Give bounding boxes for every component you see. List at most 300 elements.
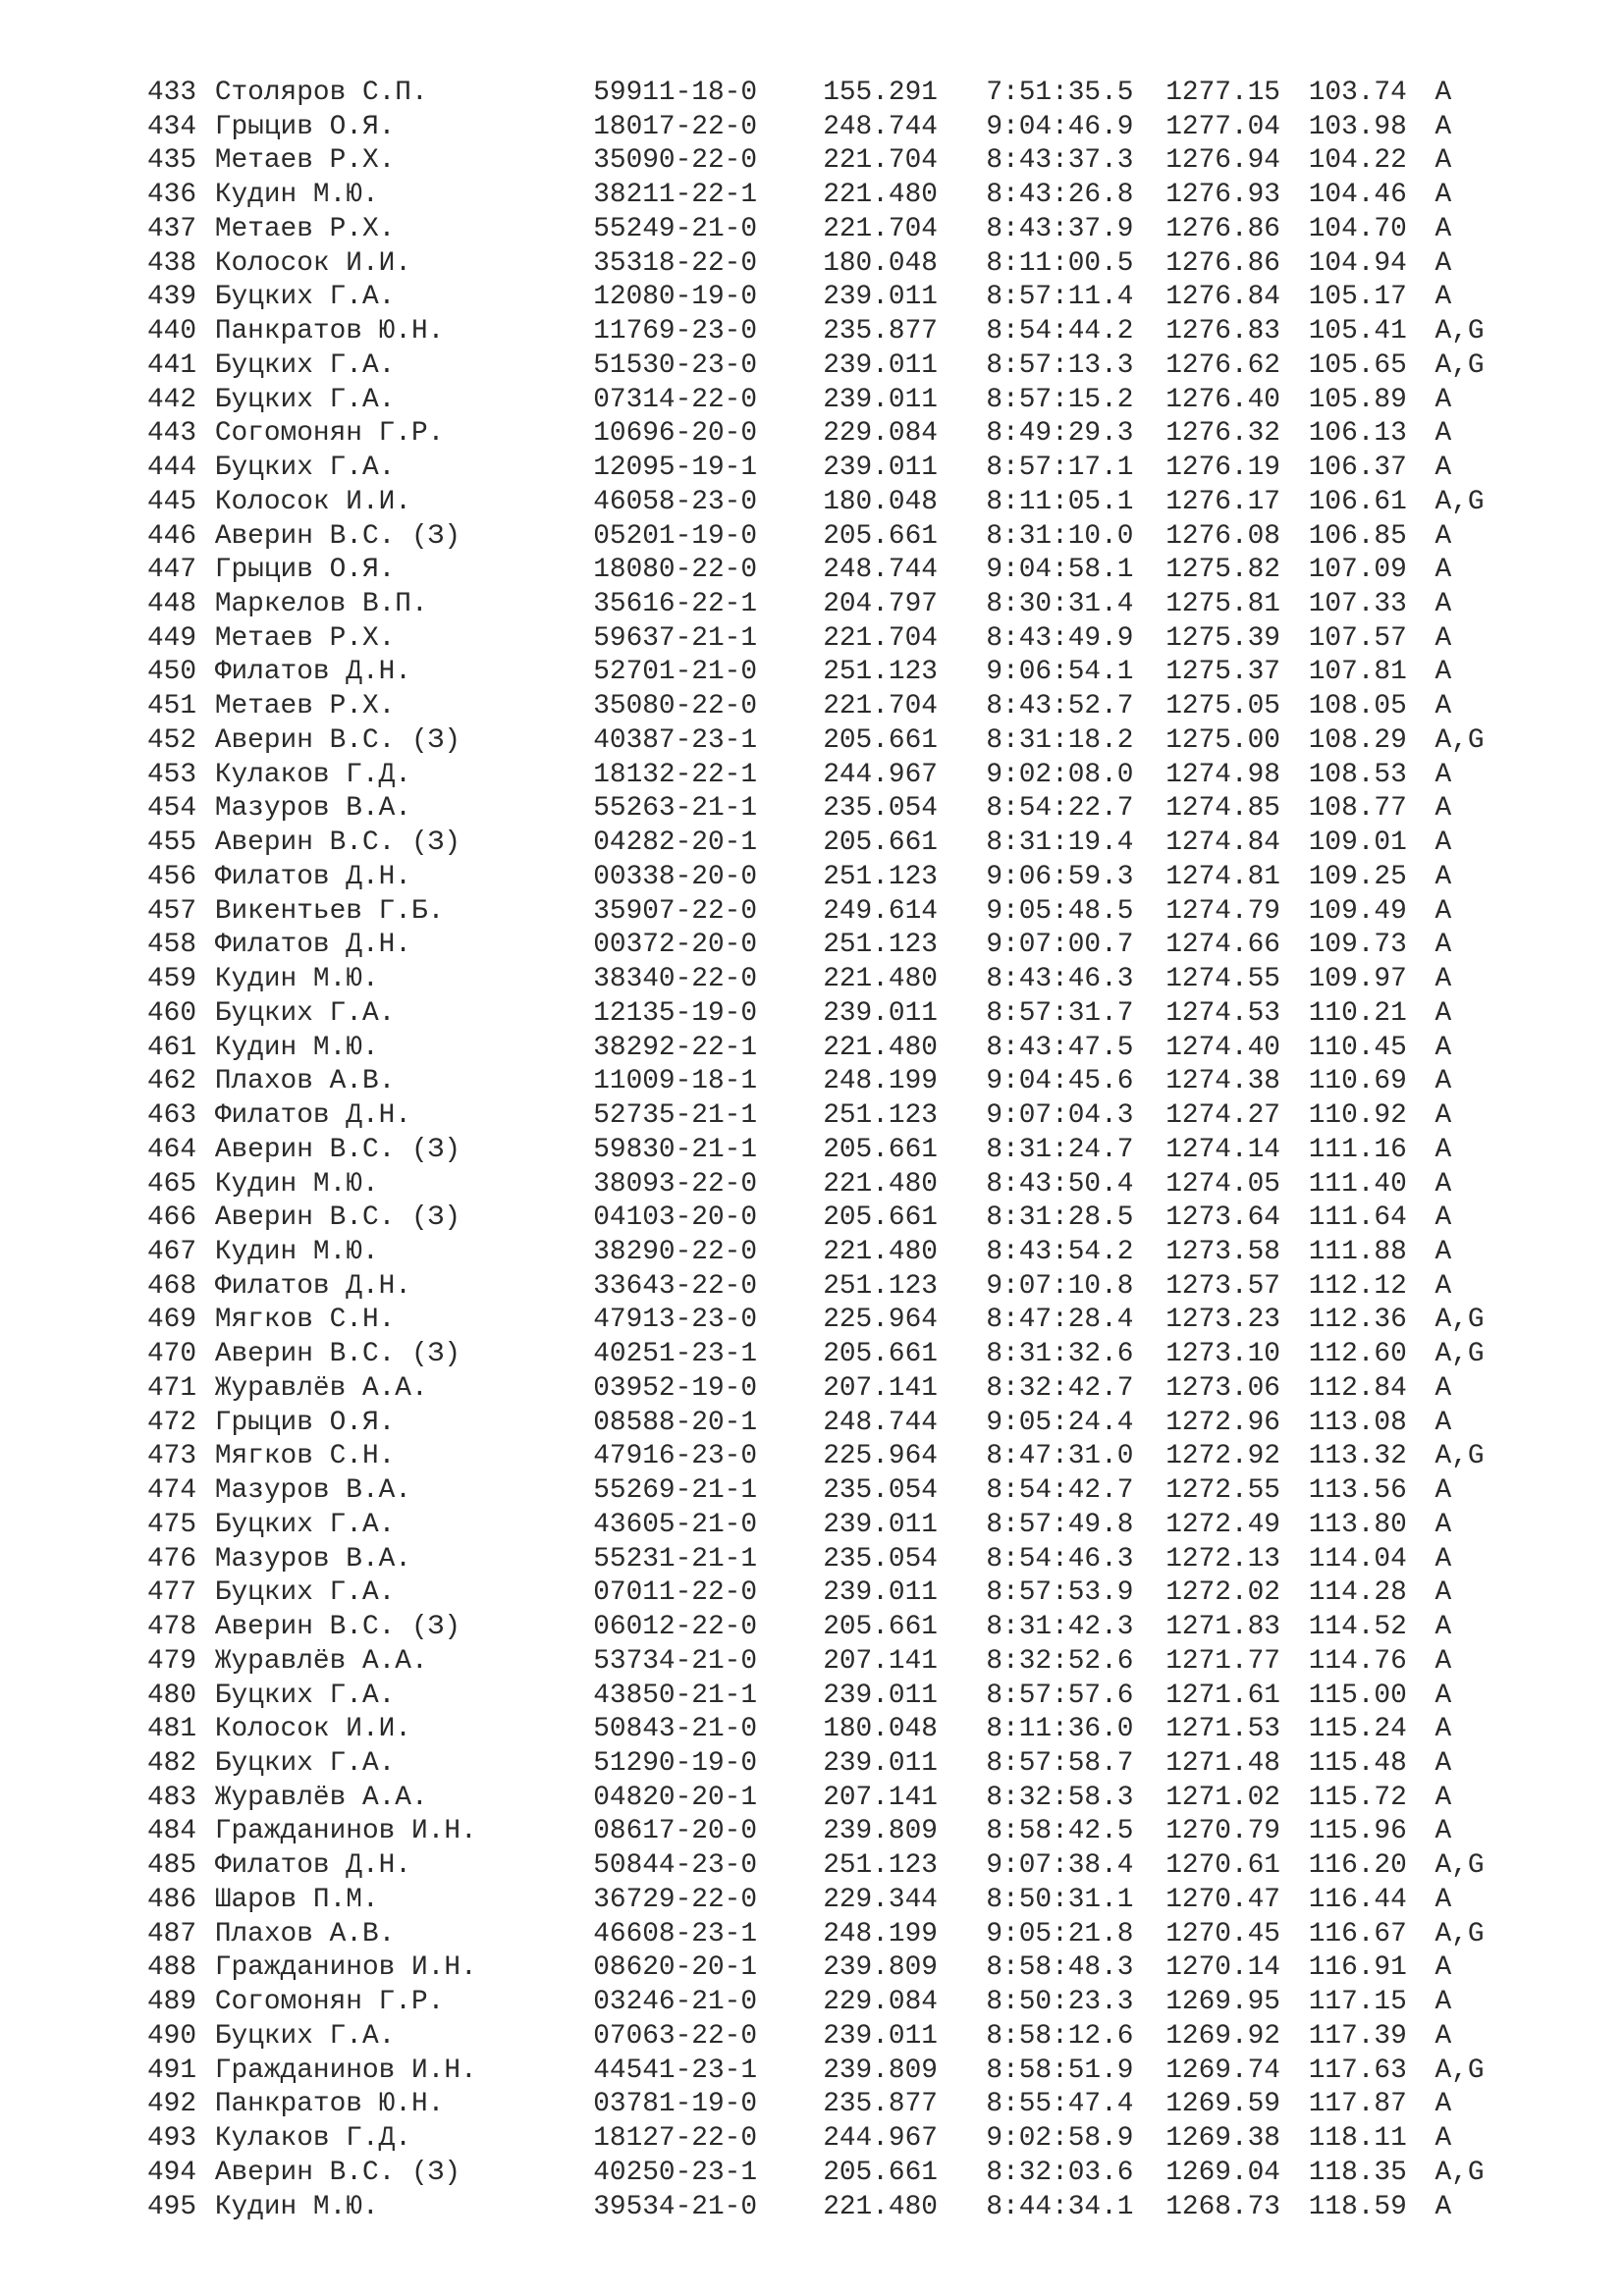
place-cell: 469 <box>147 1305 197 1336</box>
coefficient-cell: 108.29 <box>1308 724 1407 756</box>
speed-cell: 1272.49 <box>1165 1509 1280 1540</box>
distance-cell: 207.141 <box>823 1645 938 1677</box>
speed-cell: 1274.85 <box>1165 793 1280 825</box>
ring-number-cell: 51530-23-0 <box>593 349 758 381</box>
speed-cell: 1276.19 <box>1165 453 1280 484</box>
speed-cell: 1276.93 <box>1165 180 1280 211</box>
distance-cell: 239.011 <box>823 1680 938 1711</box>
coefficient-cell: 111.16 <box>1308 1134 1407 1165</box>
fancier-name-cell: Журавлёв А.А. <box>214 1372 428 1404</box>
place-cell: 461 <box>147 1032 197 1063</box>
ring-number-cell: 40251-23-1 <box>593 1339 758 1370</box>
result-row <box>147 1543 1522 1577</box>
ring-number-cell: 06012-22-0 <box>593 1612 758 1643</box>
category-flag-cell: A <box>1435 1202 1452 1234</box>
ring-number-cell: 51290-19-0 <box>593 1747 758 1779</box>
ring-number-cell: 08620-20-1 <box>593 1952 758 1984</box>
speed-cell: 1273.64 <box>1165 1202 1280 1234</box>
result-row <box>147 247 1522 282</box>
fancier-name-cell: Плахов А.В. <box>214 1918 396 1949</box>
speed-cell: 1271.61 <box>1165 1680 1280 1711</box>
coefficient-cell: 117.39 <box>1308 2020 1407 2052</box>
arrival-time-cell: 9:05:21.8 <box>986 1918 1134 1949</box>
place-cell: 434 <box>147 111 197 142</box>
fancier-name-cell: Панкратов Ю.Н. <box>214 316 445 347</box>
coefficient-cell: 116.67 <box>1308 1918 1407 1949</box>
ring-number-cell: 43850-21-1 <box>593 1680 758 1711</box>
result-row <box>147 77 1522 111</box>
coefficient-cell: 109.97 <box>1308 964 1407 995</box>
distance-cell: 239.809 <box>823 2055 938 2086</box>
category-flag-cell: A <box>1435 180 1452 211</box>
place-cell: 440 <box>147 316 197 347</box>
coefficient-cell: 113.80 <box>1308 1509 1407 1540</box>
ring-number-cell: 11769-23-0 <box>593 316 758 347</box>
speed-cell: 1269.59 <box>1165 2089 1280 2120</box>
arrival-time-cell: 8:31:28.5 <box>986 1202 1134 1234</box>
category-flag-cell: A,G <box>1435 2157 1485 2188</box>
ring-number-cell: 38093-22-0 <box>593 1168 758 1200</box>
ring-number-cell: 35907-22-0 <box>593 895 758 927</box>
distance-cell: 204.797 <box>823 589 938 620</box>
place-cell: 445 <box>147 486 197 517</box>
distance-cell: 225.964 <box>823 1305 938 1336</box>
coefficient-cell: 117.63 <box>1308 2055 1407 2086</box>
category-flag-cell: A <box>1435 1168 1452 1200</box>
result-row <box>147 1747 1522 1782</box>
speed-cell: 1276.17 <box>1165 486 1280 517</box>
ring-number-cell: 38290-22-0 <box>593 1236 758 1267</box>
arrival-time-cell: 9:02:58.9 <box>986 2123 1134 2155</box>
arrival-time-cell: 8:43:54.2 <box>986 1236 1134 1267</box>
category-flag-cell: A,G <box>1435 1850 1485 1882</box>
ring-number-cell: 36729-22-0 <box>593 1884 758 1915</box>
speed-cell: 1269.95 <box>1165 1987 1280 2018</box>
result-row <box>147 1986 1522 2020</box>
coefficient-cell: 108.77 <box>1308 793 1407 825</box>
place-cell: 466 <box>147 1202 197 1234</box>
coefficient-cell: 112.36 <box>1308 1305 1407 1336</box>
place-cell: 476 <box>147 1543 197 1575</box>
result-row <box>147 588 1522 622</box>
coefficient-cell: 103.98 <box>1308 111 1407 142</box>
speed-cell: 1268.73 <box>1165 2191 1280 2222</box>
arrival-time-cell: 8:57:57.6 <box>986 1680 1134 1711</box>
category-flag-cell: A,G <box>1435 1441 1485 1472</box>
ring-number-cell: 53734-21-0 <box>593 1645 758 1677</box>
result-row <box>147 2088 1522 2122</box>
place-cell: 486 <box>147 1884 197 1915</box>
ring-number-cell: 47913-23-0 <box>593 1305 758 1336</box>
speed-cell: 1274.53 <box>1165 997 1280 1029</box>
coefficient-cell: 110.45 <box>1308 1032 1407 1063</box>
arrival-time-cell: 8:32:52.6 <box>986 1645 1134 1677</box>
speed-cell: 1273.57 <box>1165 1270 1280 1302</box>
arrival-time-cell: 8:57:11.4 <box>986 282 1134 313</box>
coefficient-cell: 109.49 <box>1308 895 1407 927</box>
ring-number-cell: 18017-22-0 <box>593 111 758 142</box>
fancier-name-cell: Грыцив О.Я. <box>214 111 396 142</box>
category-flag-cell: A <box>1435 453 1452 484</box>
coefficient-cell: 112.60 <box>1308 1339 1407 1370</box>
speed-cell: 1270.45 <box>1165 1918 1280 1949</box>
speed-cell: 1274.14 <box>1165 1134 1280 1165</box>
place-cell: 480 <box>147 1680 197 1711</box>
arrival-time-cell: 9:06:59.3 <box>986 861 1134 892</box>
coefficient-cell: 105.65 <box>1308 349 1407 381</box>
result-row <box>147 1951 1522 1986</box>
category-flag-cell: A <box>1435 895 1452 927</box>
result-row <box>147 2020 1522 2055</box>
distance-cell: 248.199 <box>823 1918 938 1949</box>
distance-cell: 239.011 <box>823 997 938 1029</box>
place-cell: 455 <box>147 828 197 859</box>
arrival-time-cell: 8:32:03.6 <box>986 2157 1134 2188</box>
distance-cell: 229.084 <box>823 418 938 450</box>
category-flag-cell: A <box>1435 1032 1452 1063</box>
speed-cell: 1277.04 <box>1165 111 1280 142</box>
coefficient-cell: 107.09 <box>1308 555 1407 586</box>
place-cell: 443 <box>147 418 197 450</box>
arrival-time-cell: 9:07:04.3 <box>986 1100 1134 1132</box>
fancier-name-cell: Викентьев Г.Б. <box>214 895 445 927</box>
place-cell: 468 <box>147 1270 197 1302</box>
coefficient-cell: 107.81 <box>1308 657 1407 688</box>
result-row <box>147 827 1522 861</box>
distance-cell: 244.967 <box>823 759 938 790</box>
speed-cell: 1276.86 <box>1165 247 1280 279</box>
result-row <box>147 1474 1522 1509</box>
arrival-time-cell: 8:31:42.3 <box>986 1612 1134 1643</box>
arrival-time-cell: 8:57:13.3 <box>986 349 1134 381</box>
ring-number-cell: 12135-19-0 <box>593 997 758 1029</box>
distance-cell: 251.123 <box>823 1100 938 1132</box>
result-row <box>147 384 1522 418</box>
arrival-time-cell: 9:06:54.1 <box>986 657 1134 688</box>
place-cell: 491 <box>147 2055 197 2086</box>
arrival-time-cell: 7:51:35.5 <box>986 78 1134 108</box>
fancier-name-cell: Буцких Г.А. <box>214 1509 396 1540</box>
result-row <box>147 1032 1522 1066</box>
ring-number-cell: 39534-21-0 <box>593 2191 758 2222</box>
place-cell: 471 <box>147 1372 197 1404</box>
category-flag-cell: A <box>1435 2089 1452 2120</box>
result-row <box>147 1611 1522 1645</box>
ring-number-cell: 12095-19-1 <box>593 453 758 484</box>
fancier-name-cell: Шаров П.М. <box>214 1884 379 1915</box>
ring-number-cell: 43605-21-0 <box>593 1509 758 1540</box>
ring-number-cell: 04820-20-1 <box>593 1782 758 1813</box>
result-row <box>147 1099 1522 1134</box>
ring-number-cell: 40387-23-1 <box>593 724 758 756</box>
distance-cell: 235.054 <box>823 793 938 825</box>
result-row <box>147 144 1522 179</box>
distance-cell: 221.480 <box>823 1032 938 1063</box>
speed-cell: 1273.23 <box>1165 1305 1280 1336</box>
category-flag-cell: A <box>1435 1680 1452 1711</box>
speed-cell: 1273.58 <box>1165 1236 1280 1267</box>
category-flag-cell: A,G <box>1435 486 1485 517</box>
distance-cell: 221.704 <box>823 213 938 244</box>
arrival-time-cell: 8:31:10.0 <box>986 520 1134 552</box>
category-flag-cell: A <box>1435 78 1452 108</box>
ring-number-cell: 10696-20-0 <box>593 418 758 450</box>
speed-cell: 1276.08 <box>1165 520 1280 552</box>
category-flag-cell: A <box>1435 384 1452 415</box>
result-row <box>147 213 1522 247</box>
arrival-time-cell: 8:57:15.2 <box>986 384 1134 415</box>
arrival-time-cell: 8:43:46.3 <box>986 964 1134 995</box>
arrival-time-cell: 8:31:32.6 <box>986 1339 1134 1370</box>
category-flag-cell: A <box>1435 1714 1452 1745</box>
fancier-name-cell: Кулаков Г.Д. <box>214 2123 411 2155</box>
speed-cell: 1273.06 <box>1165 1372 1280 1404</box>
coefficient-cell: 115.96 <box>1308 1816 1407 1847</box>
category-flag-cell: A <box>1435 555 1452 586</box>
category-flag-cell: A <box>1435 1066 1452 1097</box>
speed-cell: 1272.02 <box>1165 1577 1280 1609</box>
ring-number-cell: 04103-20-0 <box>593 1202 758 1234</box>
ring-number-cell: 03952-19-0 <box>593 1372 758 1404</box>
coefficient-cell: 118.35 <box>1308 2157 1407 2188</box>
coefficient-cell: 108.53 <box>1308 759 1407 790</box>
speed-cell: 1273.10 <box>1165 1339 1280 1370</box>
place-cell: 464 <box>147 1134 197 1165</box>
coefficient-cell: 105.89 <box>1308 384 1407 415</box>
distance-cell: 239.011 <box>823 2020 938 2052</box>
category-flag-cell: A <box>1435 247 1452 279</box>
distance-cell: 235.054 <box>823 1543 938 1575</box>
fancier-name-cell: Филатов Д.Н. <box>214 657 411 688</box>
result-row <box>147 417 1522 452</box>
result-row <box>147 554 1522 588</box>
place-cell: 448 <box>147 589 197 620</box>
arrival-time-cell: 8:58:48.3 <box>986 1952 1134 1984</box>
distance-cell: 155.291 <box>823 78 938 108</box>
category-flag-cell: A,G <box>1435 2055 1485 2086</box>
speed-cell: 1275.00 <box>1165 724 1280 756</box>
fancier-name-cell: Гражданинов И.Н. <box>214 1952 477 1984</box>
arrival-time-cell: 9:07:00.7 <box>986 930 1134 961</box>
speed-cell: 1269.04 <box>1165 2157 1280 2188</box>
distance-cell: 205.661 <box>823 1612 938 1643</box>
result-row <box>147 1236 1522 1270</box>
result-row <box>147 179 1522 213</box>
speed-cell: 1272.92 <box>1165 1441 1280 1472</box>
arrival-time-cell: 8:43:37.9 <box>986 213 1134 244</box>
result-row <box>147 997 1522 1032</box>
arrival-time-cell: 8:47:31.0 <box>986 1441 1134 1472</box>
coefficient-cell: 111.64 <box>1308 1202 1407 1234</box>
ring-number-cell: 38340-22-0 <box>593 964 758 995</box>
ring-number-cell: 05201-19-0 <box>593 520 758 552</box>
distance-cell: 235.054 <box>823 1475 938 1507</box>
distance-cell: 248.744 <box>823 1407 938 1438</box>
speed-cell: 1276.83 <box>1165 316 1280 347</box>
speed-cell: 1270.79 <box>1165 1816 1280 1847</box>
speed-cell: 1275.39 <box>1165 622 1280 654</box>
coefficient-cell: 116.20 <box>1308 1850 1407 1882</box>
result-row <box>147 1645 1522 1680</box>
distance-cell: 221.480 <box>823 964 938 995</box>
category-flag-cell: A <box>1435 691 1452 722</box>
category-flag-cell: A <box>1435 1475 1452 1507</box>
fancier-name-cell: Аверин В.С. (З) <box>214 828 461 859</box>
ring-number-cell: 18127-22-0 <box>593 2123 758 2155</box>
result-row <box>147 2157 1522 2191</box>
arrival-time-cell: 8:43:49.9 <box>986 622 1134 654</box>
arrival-time-cell: 8:55:47.4 <box>986 2089 1134 2120</box>
fancier-name-cell: Буцких Г.А. <box>214 997 396 1029</box>
coefficient-cell: 116.91 <box>1308 1952 1407 1984</box>
category-flag-cell: A <box>1435 2123 1452 2155</box>
place-cell: 449 <box>147 622 197 654</box>
category-flag-cell: A <box>1435 145 1452 177</box>
place-cell: 482 <box>147 1747 197 1779</box>
arrival-time-cell: 8:11:00.5 <box>986 247 1134 279</box>
speed-cell: 1276.84 <box>1165 282 1280 313</box>
result-row <box>147 792 1522 827</box>
place-cell: 433 <box>147 78 197 108</box>
ring-number-cell: 44541-23-1 <box>593 2055 758 2086</box>
distance-cell: 180.048 <box>823 486 938 517</box>
category-flag-cell: A,G <box>1435 1918 1485 1949</box>
result-row <box>147 656 1522 690</box>
ring-number-cell: 38292-22-1 <box>593 1032 758 1063</box>
result-row <box>147 1407 1522 1441</box>
arrival-time-cell: 9:02:08.0 <box>986 759 1134 790</box>
category-flag-cell: A <box>1435 1236 1452 1267</box>
speed-cell: 1277.15 <box>1165 78 1280 108</box>
result-row <box>147 1134 1522 1168</box>
arrival-time-cell: 8:43:47.5 <box>986 1032 1134 1063</box>
distance-cell: 248.744 <box>823 111 938 142</box>
coefficient-cell: 113.08 <box>1308 1407 1407 1438</box>
category-flag-cell: A <box>1435 2020 1452 2052</box>
distance-cell: 229.344 <box>823 1884 938 1915</box>
category-flag-cell: A <box>1435 930 1452 961</box>
fancier-name-cell: Аверин В.С. (З) <box>214 1339 461 1370</box>
fancier-name-cell: Кудин М.Ю. <box>214 964 379 995</box>
arrival-time-cell: 9:04:58.1 <box>986 555 1134 586</box>
speed-cell: 1274.55 <box>1165 964 1280 995</box>
result-row <box>147 2191 1522 2225</box>
distance-cell: 205.661 <box>823 2157 938 2188</box>
fancier-name-cell: Метаев Р.Х. <box>214 622 396 654</box>
arrival-time-cell: 8:57:49.8 <box>986 1509 1134 1540</box>
category-flag-cell: A <box>1435 622 1452 654</box>
coefficient-cell: 114.52 <box>1308 1612 1407 1643</box>
coefficient-cell: 109.01 <box>1308 828 1407 859</box>
ring-number-cell: 07063-22-0 <box>593 2020 758 2052</box>
ring-number-cell: 33643-22-0 <box>593 1270 758 1302</box>
ring-number-cell: 55249-21-0 <box>593 213 758 244</box>
coefficient-cell: 104.22 <box>1308 145 1407 177</box>
place-cell: 472 <box>147 1407 197 1438</box>
arrival-time-cell: 8:43:26.8 <box>986 180 1134 211</box>
category-flag-cell: A <box>1435 111 1452 142</box>
fancier-name-cell: Филатов Д.Н. <box>214 930 411 961</box>
category-flag-cell: A <box>1435 1645 1452 1677</box>
place-cell: 436 <box>147 180 197 211</box>
fancier-name-cell: Филатов Д.Н. <box>214 861 411 892</box>
place-cell: 459 <box>147 964 197 995</box>
fancier-name-cell: Журавлёв А.А. <box>214 1645 428 1677</box>
fancier-name-cell: Аверин В.С. (З) <box>214 2157 461 2188</box>
ring-number-cell: 08588-20-1 <box>593 1407 758 1438</box>
speed-cell: 1269.38 <box>1165 2123 1280 2155</box>
distance-cell: 180.048 <box>823 247 938 279</box>
fancier-name-cell: Аверин В.С. (З) <box>214 520 461 552</box>
distance-cell: 251.123 <box>823 1850 938 1882</box>
coefficient-cell: 113.32 <box>1308 1441 1407 1472</box>
fancier-name-cell: Столяров С.П. <box>214 78 428 108</box>
arrival-time-cell: 8:54:22.7 <box>986 793 1134 825</box>
category-flag-cell: A,G <box>1435 349 1485 381</box>
place-cell: 487 <box>147 1918 197 1949</box>
distance-cell: 239.011 <box>823 1577 938 1609</box>
result-row <box>147 349 1522 384</box>
distance-cell: 239.011 <box>823 453 938 484</box>
distance-cell: 205.661 <box>823 1134 938 1165</box>
speed-cell: 1275.82 <box>1165 555 1280 586</box>
ring-number-cell: 52735-21-1 <box>593 1100 758 1132</box>
ring-number-cell: 40250-23-1 <box>593 2157 758 2188</box>
fancier-name-cell: Согомонян Г.Р. <box>214 418 445 450</box>
arrival-time-cell: 8:11:05.1 <box>986 486 1134 517</box>
arrival-time-cell: 9:07:38.4 <box>986 1850 1134 1882</box>
distance-cell: 205.661 <box>823 1202 938 1234</box>
speed-cell: 1270.14 <box>1165 1952 1280 1984</box>
coefficient-cell: 106.13 <box>1308 418 1407 450</box>
speed-cell: 1271.48 <box>1165 1747 1280 1779</box>
distance-cell: 235.877 <box>823 2089 938 2120</box>
ring-number-cell: 35616-22-1 <box>593 589 758 620</box>
results-list <box>147 77 1522 2224</box>
coefficient-cell: 106.85 <box>1308 520 1407 552</box>
result-row <box>147 1372 1522 1407</box>
distance-cell: 244.967 <box>823 2123 938 2155</box>
result-row <box>147 452 1522 486</box>
category-flag-cell: A,G <box>1435 316 1485 347</box>
result-row <box>147 724 1522 759</box>
arrival-time-cell: 8:31:24.7 <box>986 1134 1134 1165</box>
distance-cell: 205.661 <box>823 724 938 756</box>
fancier-name-cell: Панкратов Ю.Н. <box>214 2089 445 2120</box>
fancier-name-cell: Буцких Г.А. <box>214 1747 396 1779</box>
distance-cell: 221.704 <box>823 691 938 722</box>
arrival-time-cell: 8:32:58.3 <box>986 1782 1134 1813</box>
category-flag-cell: A <box>1435 282 1452 313</box>
arrival-time-cell: 8:11:36.0 <box>986 1714 1134 1745</box>
place-cell: 435 <box>147 145 197 177</box>
fancier-name-cell: Колосок И.И. <box>214 486 411 517</box>
ring-number-cell: 18132-22-1 <box>593 759 758 790</box>
fancier-name-cell: Мазуров В.А. <box>214 1543 411 1575</box>
arrival-time-cell: 8:30:31.4 <box>986 589 1134 620</box>
fancier-name-cell: Буцких Г.А. <box>214 2020 396 2052</box>
fancier-name-cell: Метаев Р.Х. <box>214 145 396 177</box>
category-flag-cell: A <box>1435 213 1452 244</box>
fancier-name-cell: Метаев Р.Х. <box>214 213 396 244</box>
arrival-time-cell: 8:54:42.7 <box>986 1475 1134 1507</box>
distance-cell: 229.084 <box>823 1987 938 2018</box>
category-flag-cell: A <box>1435 1577 1452 1609</box>
coefficient-cell: 114.28 <box>1308 1577 1407 1609</box>
distance-cell: 239.011 <box>823 1747 938 1779</box>
category-flag-cell: A <box>1435 1987 1452 2018</box>
fancier-name-cell: Буцких Г.А. <box>214 453 396 484</box>
